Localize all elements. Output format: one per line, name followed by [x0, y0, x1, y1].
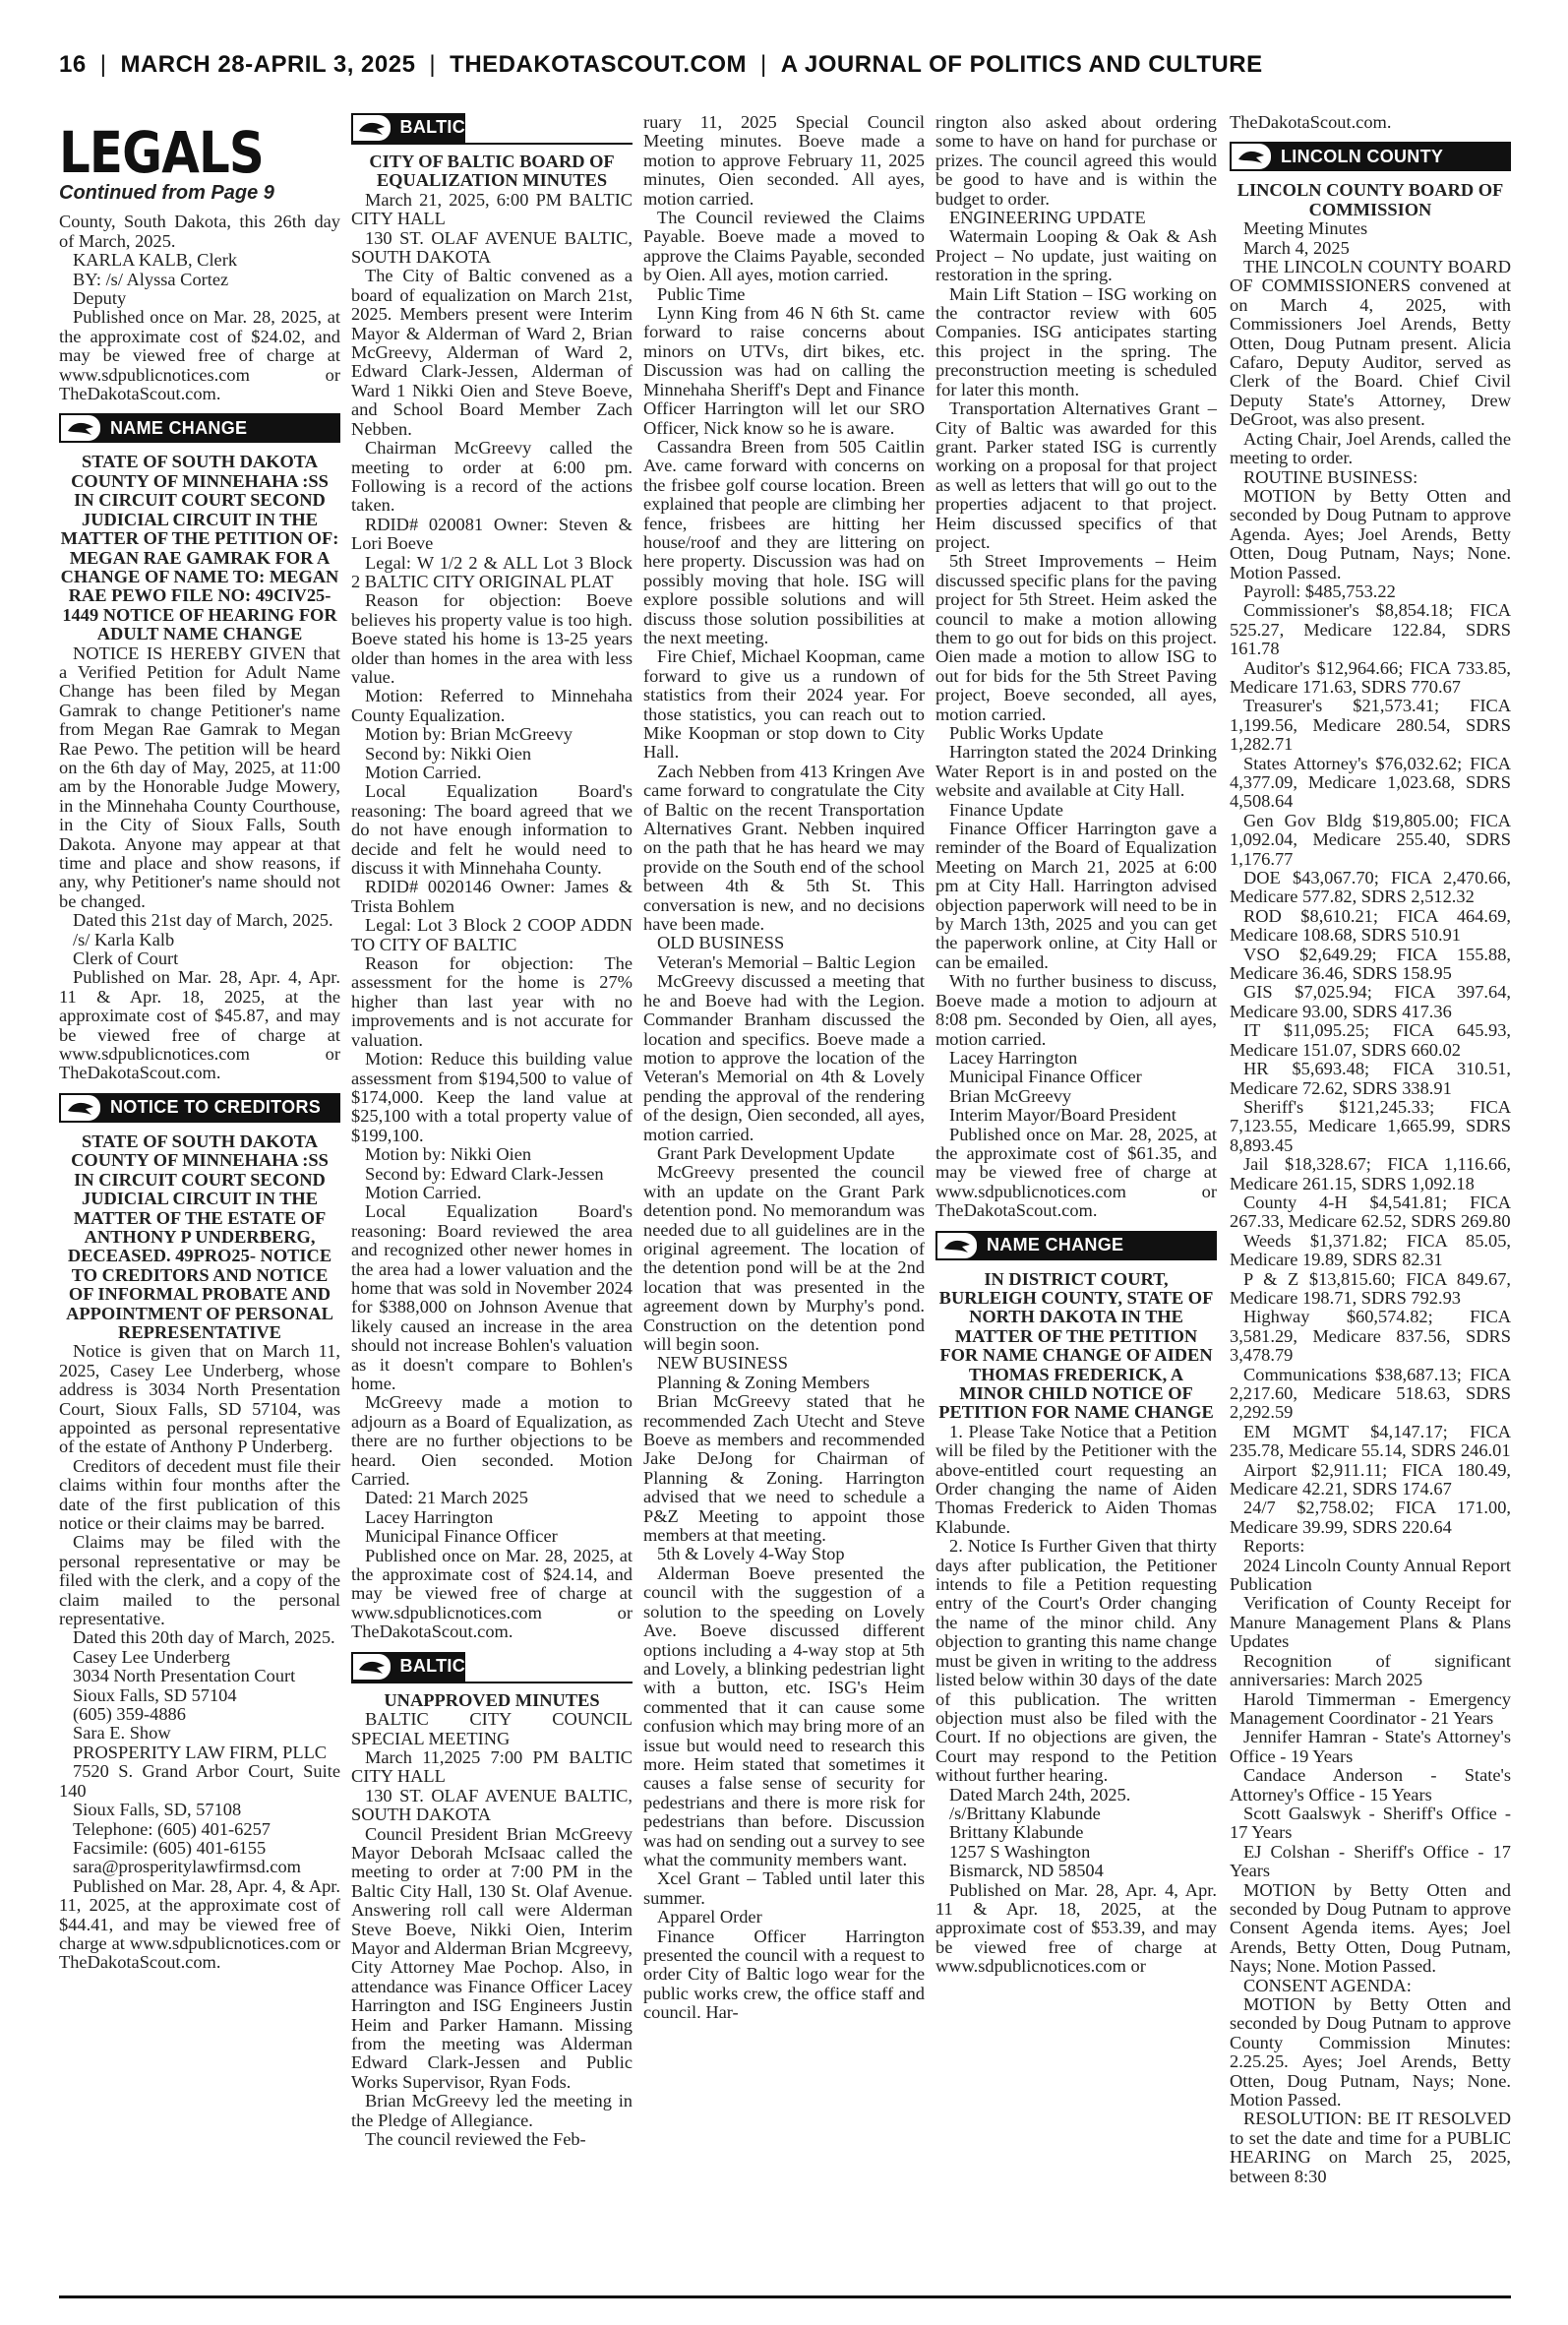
- paragraph: Transportation Alternatives Grant – City of Baltic was awarded for this grant. Parker stated ISG is currently working on a proposal for that project as well as letters that will go out to the properties adjacent to that project. Heim discussed specifics of that project.: [935, 398, 1217, 552]
- paragraph: MOTION by Betty Otten and seconded by Doug Putnam to approve Agenda. Ayes; Joel Arends, Betty Otten, Doug Putnam, Nays; None. Motion Passed.: [1230, 485, 1511, 582]
- paragraph: Public Time: [657, 283, 746, 304]
- paragraph: Commissioner's $8,854.18; FICA 525.27, Medicare 122.84, SDRS 161.78: [1230, 600, 1511, 659]
- paragraph: Published on Mar. 28, Apr. 4, & Apr. 11, 2025, at the approximate cost of $44.41, and may be viewed free of charge at www.sdpublicnotices.com or TheDakotaScout.com.: [59, 1875, 340, 1973]
- paragraph: Jennifer Hamran - State's Attorney's Office - 19 Years: [1230, 1727, 1511, 1766]
- paragraph: Harold Timmerman - Emergency Management Coordinator - 21 Years: [1230, 1688, 1511, 1728]
- paragraph: Finance Update: [949, 799, 1063, 820]
- scout-emblem-icon: [351, 113, 392, 143]
- paragraph: NEW BUSINESS: [657, 1353, 789, 1374]
- paragraph: Brian McGreevy: [949, 1085, 1072, 1106]
- paragraph: Auditor's $12,964.66; FICA 733.85, Medicare 171.63, SDRS 770.67: [1230, 657, 1511, 697]
- paragraph: Dated this 21st day of March, 2025.: [73, 910, 333, 931]
- paragraph: Weeds $1,371.82; FICA 85.05, Medicare 19.89, SDRS 82.31: [1230, 1230, 1511, 1270]
- paragraph: Brian McGreevy stated that he recommended Zach Utecht and Steve Boeve as members and recommended Jake DeJong for Chairman of Planning & Zoning. Harrington advised that we need to schedule a P&Z Meeting to appoint those members at that meeting.: [643, 1391, 925, 1546]
- site-name: THEDAKOTASCOUT.COM: [450, 51, 748, 78]
- paragraph: Veteran's Memorial – Baltic Legion: [657, 951, 916, 972]
- paragraph: Municipal Finance Officer: [365, 1526, 558, 1547]
- paragraph: Sara E. Show: [73, 1723, 171, 1744]
- paragraph: McGreevy discussed a meeting that he and Boeve had with the Legion. Commander Branham discussed the location and specifics. Boeve made a motion to approve the location of the Veteran's Memorial on 4th & Lovely pending the approval of the rendering of the design, Oien seconded, all ayes, motion carried.: [643, 971, 925, 1144]
- paragraph: Motion by: Brian McGreevy: [365, 724, 573, 745]
- paragraph: Published once on Mar. 28, 2025, at the approximate cost of $61.35, and may be viewed free of charge at www.sdpublicnotices.com or TheDakotaScout.com.: [935, 1124, 1217, 1221]
- scout-emblem-icon: [59, 413, 102, 443]
- email-address: sara@prosperitylawfirmsd.com: [73, 1857, 301, 1877]
- column-1: [59, 113, 340, 2295]
- paragraph: Published on Mar. 28, Apr. 4, Apr. 11 & Apr. 18, 2025, at the approximate cost of $45.87, and may be viewed free of charge at www.sdpublicnotices.com or TheDakotaScout.com.: [59, 967, 340, 1083]
- paragraph: Dated: 21 March 2025: [365, 1488, 528, 1508]
- paragraph: 24/7 $2,758.02; FICA 171.00, Medicare 39.99, SDRS 220.64: [1230, 1498, 1511, 1537]
- paragraph: /s/ Karla Kalb: [73, 929, 175, 949]
- notice-heading: STATE OF SOUTH DAKOTA COUNTY OF MINNEHAHA :SS IN CIRCUIT COURT SECOND JUDICIAL CIRCUIT IN THE MATTER OF THE PETITION OF: MEGAN RAE GAMRAK FOR A CHANGE OF NAME TO: MEGAN RAE PEWO FILE NO: 49CIV25-1449 NOTICE OF HEARING FOR ADULT NAME CHANGE: [60, 452, 339, 644]
- banner-label: BALTIC: [399, 1655, 465, 1676]
- paragraph: 2. Notice Is Further Given that thirty days after publication, the Petitioner intends to file a Petition requesting entry of the Court's Order changing the name of the minor child. Any objection to granting this name change must be given in writing to the address listed below within 30 days of the date of this publication. The written objection must also be filed with the Court. If no objections are given, the Court may respond to the Petition without further hearing.: [935, 1536, 1217, 1786]
- paragraph: County, South Dakota, this 26th day of March, 2025.: [59, 212, 340, 251]
- page-number: 16: [59, 51, 87, 78]
- paragraph: rington also asked about ordering some to have on hand for purchase or prizes. The council agreed this would be good to have and is within the budget to order.: [935, 113, 1217, 209]
- paragraph: County 4-H $4,541.81; FICA 267.33, Medicare 62.52, SDRS 269.80: [1230, 1192, 1511, 1232]
- paragraph: HR $5,693.48; FICA 310.51, Medicare 72.62, SDRS 338.91: [1230, 1059, 1511, 1098]
- continued-line: Continued from Page 9: [59, 182, 274, 204]
- paragraph: Treasurer's $21,573.41; FICA 1,199.56, Medicare 280.54, SDRS 1,282.71: [1230, 696, 1511, 755]
- paragraph: Published once on Mar. 28, 2025, at the approximate cost of $24.14, and may be viewed free of charge at www.sdpublicnotices.com or TheDakotaScout.com.: [351, 1545, 633, 1642]
- paragraph: Motion Carried.: [365, 763, 482, 782]
- notice-heading: LINCOLN COUNTY BOARD OF COMMISSION: [1236, 180, 1504, 219]
- paragraph: Grant Park Development Update: [657, 1142, 895, 1163]
- paragraph: Gen Gov Bldg $19,805.00; FICA 1,092.04, Medicare 255.40, SDRS 1,176.77: [1230, 810, 1511, 869]
- paragraph: Finance Officer Harrington presented the council with a request to order City of Baltic logo wear for the public works crew, the office staff and council. Har-: [643, 1926, 925, 2023]
- paragraph: ruary 11, 2025 Special Council Meeting minutes. Boeve made a motion to approve February 11, 2025 minutes, Oien seconded. All ayes, motion carried.: [643, 113, 925, 209]
- paragraph: RDID# 020081 Owner: Steven & Lori Boeve: [351, 514, 633, 554]
- paragraph: RESOLUTION: BE IT RESOLVED to set the date and time for a PUBLIC HEARING on March 25, 2025, between 8:30: [1230, 2109, 1511, 2186]
- paragraph: Xcel Grant – Tabled until later this summer.: [643, 1868, 925, 1908]
- paragraph: Motion by: Nikki Oien: [365, 1144, 532, 1165]
- paragraph: With no further business to discuss, Boeve made a motion to adjourn at 8:08 pm. Seconded by Oien, all ayes, motion carried.: [935, 971, 1217, 1049]
- paragraph: Motion Carried.: [365, 1182, 482, 1202]
- paragraph: Acting Chair, Joel Arends, called the meeting to order.: [1230, 428, 1511, 468]
- paragraph: Cassandra Breen from 505 Caitlin Ave. came forward with concerns on the frisbee golf course location. Breen explained that people are climbing her fence, frisbees are hitting her house/roof and they are littering on here property. Discussion was had on possibly moving that hole. ISG will explore possible solutions and will discuss those solution possibilities at the next meeting.: [643, 436, 925, 647]
- banner-label: BALTIC: [399, 117, 465, 138]
- paragraph: VSO $2,649.29; FICA 155.88, Medicare 36.46, SDRS 158.95: [1230, 944, 1511, 984]
- paragraph: CONSENT AGENDA:: [1243, 1975, 1412, 1995]
- banner-label: NOTICE TO CREDITORS: [110, 1097, 322, 1118]
- paragraph: KARLA KALB, Clerk: [73, 250, 238, 271]
- paragraph: DOE $43,067.70; FICA 2,470.66, Medicare 577.82, SDRS 2,512.32: [1230, 868, 1511, 907]
- section-banner: [351, 113, 465, 143]
- paragraph: Reports:: [1243, 1536, 1305, 1557]
- paragraph: Published once on Mar. 28, 2025, at the approximate cost of $24.02, and may be viewed free of charge at www.sdpublicnotices.com or TheDakotaScout.com.: [59, 307, 340, 404]
- paragraph: 130 ST. OLAF AVENUE BALTIC, SOUTH DAKOTA: [351, 1785, 633, 1825]
- paragraph: Scott Gaalswyk - Sheriff's Office - 17 Years: [1230, 1803, 1511, 1843]
- paragraph: Reason for objection: Boeve believes his property value is too high. Boeve stated his home is 13-25 years older than homes in the area with less value.: [351, 590, 633, 687]
- paragraph: THE LINCOLN COUNTY BOARD OF COMMISSIONERS convened at on March 4, 2025, with Commissioners Joel Arends, Betty Otten, Doug Putnam present. Alicia Cafaro, Deputy Auditor, served as Clerk of the Board. Chief Civil Deputy State's Attorney, Drew DeGroot, was also present.: [1230, 257, 1511, 430]
- paragraph: Jail $18,328.67; FICA 1,116.66, Medicare 261.15, SDRS 1,092.18: [1230, 1154, 1511, 1193]
- divider: [351, 143, 633, 145]
- page-header: 16 | MARCH 28-APRIL 3, 2025 | THEDAKOTASCOUT.COM | A JOURNAL OF POLITICS AND CULTURE: [59, 51, 1263, 78]
- paragraph: PROSPERITY LAW FIRM, PLLC: [73, 1742, 328, 1762]
- paragraph: Communications $38,687.13; FICA 2,217.60, Medicare 518.63, SDRS 2,292.59: [1230, 1364, 1511, 1423]
- paragraph: BY: /s/ Alyssa Cortez: [73, 269, 229, 289]
- paragraph: Local Equalization Board's reasoning: Board reviewed the area and recognized other newer homes in the area had a lower valuation and the home that was sold in November 2024 for $388,000 on Johnson Avenue that likely caused an increase in the area should not increase Bohlen's valuation as it doesn't compare to Bohlen's home.: [351, 1201, 633, 1393]
- notice-heading: STATE OF SOUTH DAKOTA COUNTY OF MINNEHAHA :SS IN CIRCUIT COURT SECOND JUDICIAL CIRCUIT IN THE MATTER OF THE ESTATE OF ANTHONY P UNDERBERG, DECEASED. 49PRO25- NOTICE TO CREDITORS AND NOTICE OF INFORMAL PROBATE AND APPOINTMENT OF PERSONAL REPRESENTATIVE: [66, 1131, 333, 1342]
- scout-emblem-icon: [935, 1231, 979, 1260]
- paragraph: Dated March 24th, 2025.: [949, 1784, 1131, 1805]
- paragraph: Published on Mar. 28, Apr. 4, Apr. 11 & Apr. 18, 2025, at the approximate cost of $53.39, and may be viewed free of charge at www.sdpublicnotices.com or: [935, 1879, 1217, 1977]
- column-2: [351, 113, 633, 2295]
- paragraph: Council President Brian McGreevy Mayor Deborah McIsaac called the meeting to order at 7:00 PM in the Baltic City Hall, 130 St. Olaf Avenue. Answering roll call were Alderman Steve Boeve, Nikki Oien, Interim Mayor and Alderman Brian Mcgreevy, City Attorney Mae Pochop. Also, in attendance was Finance Officer Lacey Harrington and ISG Engineers Justin Heim and Parker Hamann. Missing from the meeting was Alderman Edward Clark-Jessen and Public Works Supervisor, Ryan Fods.: [351, 1823, 633, 2092]
- paragraph: Motion: Referred to Minnehaha County Equalization.: [351, 686, 633, 725]
- column-4: [935, 113, 1217, 2295]
- banner-label: NAME CHANGE: [110, 417, 248, 438]
- paragraph: Harrington stated the 2024 Drinking Water Report is in and posted on the website and available at City Hall.: [935, 742, 1217, 801]
- paragraph: Casey Lee Underberg: [73, 1646, 231, 1667]
- paragraph: MOTION by Betty Otten and seconded by Doug Putnam to approve County Commission Minutes: 2.25.25. Ayes; Joel Arends, Betty Otten, Doug Putnam, Nays; None. Motion Passed.: [1230, 1994, 1511, 2111]
- paragraph: Public Works Update: [949, 723, 1104, 743]
- paragraph: Second by: Nikki Oien: [365, 743, 532, 764]
- issue-date-range: MARCH 28-APRIL 3, 2025: [120, 51, 416, 78]
- paragraph: Zach Nebben from 413 Kringen Ave came forward to congratulate the City of Baltic on the recent Transportation Alternatives Grant. Nebben inquired on the path that he has heard we may provide on the South end of the school between 4th & 5th St. This conversation is new, and no decisions have been made.: [643, 761, 925, 935]
- paragraph: The council reviewed the Feb-: [365, 2129, 586, 2150]
- paragraph: 5th & Lovely 4-Way Stop: [657, 1544, 845, 1564]
- paragraph: Lacey Harrington: [365, 1506, 494, 1527]
- section-banner: [59, 1093, 340, 1123]
- paragraph: RDID# 0020146 Owner: James & Trista Bohlem: [351, 877, 633, 916]
- paragraph: Motion: Reduce this building value assessment from $194,500 to value of $174,000. Keep the land value at $25,100 with a total property value of $199,100.: [351, 1049, 633, 1145]
- paragraph: Airport $2,911.11; FICA 180.49, Medicare 42.21, SDRS 174.67: [1230, 1459, 1511, 1499]
- paragraph: Local Equalization Board's reasoning: The board agreed that we do not have enough information to decide and felt he would need to discuss it with Minnehaha County.: [351, 781, 633, 879]
- paragraph: NOTICE IS HEREBY GIVEN that a Verified Petition for Adult Name Change has been filed by Megan Gamrak to change Petitioner's name from Megan Rae Gamrak to Megan Rae Pewo. The petition will be heard on the 6th day of May, 2025, at 11:00 am by the Honorable Judge Mowery, in the Minnehaha County Courthouse, in the City of Sioux Falls, South Dakota. Anyone may appear at that time and place and show reasons, if any, why Petitioner's name should not be changed.: [59, 642, 340, 911]
- scout-emblem-icon: [59, 1093, 102, 1123]
- bottom-rule: [59, 2295, 1511, 2298]
- paragraph: Payroll: $485,753.22: [1243, 581, 1396, 601]
- paragraph: Clerk of Court: [73, 948, 179, 969]
- paragraph: The City of Baltic convened as a board of equalization on March 21st, 2025. Members present were Interim Mayor & Alderman of Ward 2, Brian McGreevy, Alderman of Ward 2, Edward Clark-Jessen, Alderman of Ward 1 Nikki Oien and Steve Boeve, and School Board Member Zach Nebben.: [351, 266, 633, 439]
- paragraph: Telephone: (605) 401-6257: [73, 1818, 271, 1839]
- paragraph: 5th Street Improvements – Heim discussed specific plans for the paving project for 5th Street. Heim asked the council to make a motion allowing them to go out for bids on this project. Oien made a motion to allow ISG to out for bids for the 5th Street Paving project, Boeve seconded, all ayes, motion carried.: [935, 551, 1217, 724]
- paragraph: Creditors of decedent must file their claims within four months after the date of the first publication of this notice or their claims may be barred.: [59, 1455, 340, 1533]
- paragraph: GIS $7,025.94; FICA 397.64, Medicare 93.00, SDRS 417.36: [1230, 982, 1511, 1021]
- paragraph: TheDakotaScout.com.: [1230, 113, 1392, 132]
- scout-emblem-icon: [351, 1652, 392, 1682]
- paragraph: ENGINEERING UPDATE: [949, 208, 1146, 228]
- column-3: [643, 113, 925, 2295]
- paragraph: McGreevy made a motion to adjourn as a Board of Equalization, as there are no further objections to be heard. Oien seconded. Motion Carried.: [351, 1392, 633, 1490]
- paragraph: Brittany Klabunde: [949, 1822, 1084, 1843]
- section-banner: [59, 413, 340, 443]
- paragraph: 3034 North Presentation Court: [73, 1666, 296, 1686]
- paragraph: Candace Anderson - State's Attorney's Office - 15 Years: [1230, 1765, 1511, 1805]
- notice-heading: CITY OF BALTIC BOARD OF EQUALIZATION MINUTES: [369, 152, 615, 191]
- banner-label: NAME CHANGE: [987, 1234, 1124, 1254]
- paragraph: Legal: W 1/2 2 & ALL Lot 3 Block 2 BALTIC CITY ORIGINAL PLAT: [351, 552, 633, 591]
- paragraph: Sheriff's $121,245.33; FICA 7,123.55, Medicare 1,665.99, SDRS 8,893.45: [1230, 1096, 1511, 1155]
- section-title: LEGALS: [59, 119, 264, 186]
- notice-heading: IN DISTRICT COURT, BURLEIGH COUNTY, STATE OF NORTH DAKOTA IN THE MATTER OF THE PETITION FOR NAME CHANGE OF AIDEN THOMAS FREDERICK, A MINOR CHILD NOTICE OF PETITION FOR NAME CHANGE: [938, 1268, 1214, 1423]
- paragraph: States Attorney's $76,032.62; FICA 4,377.09, Medicare 1,023.68, SDRS 4,508.64: [1230, 753, 1511, 812]
- paragraph: Fire Chief, Michael Koopman, came forward to give us a rundown of statistics from their 2024 year. For those statistics, you can reach out to Mike Koopman or stop down to City Hall.: [643, 646, 925, 763]
- paragraph: Dated this 20th day of March, 2025.: [73, 1627, 335, 1648]
- paragraph: BALTIC CITY COUNCIL SPECIAL MEETING: [351, 1709, 633, 1748]
- paragraph: /s/Brittany Klabunde: [949, 1803, 1101, 1823]
- paragraph: EM MGMT $4,147.17; FICA 235.78, Medicare 55.14, SDRS 246.01: [1230, 1421, 1511, 1461]
- paragraph: March 21, 2025, 6:00 PM BALTIC CITY HALL: [351, 189, 633, 229]
- paragraph: Sioux Falls, SD, 57108: [73, 1800, 242, 1820]
- paragraph: Planning & Zoning Members: [657, 1372, 871, 1392]
- banner-label: LINCOLN COUNTY: [1281, 146, 1444, 166]
- paragraph: Main Lift Station – ISG working on the contractor review with 605 Companies. ISG anticipates starting this project in the spring. The preconstruction meeting is scheduled for later this month.: [935, 283, 1217, 399]
- paragraph: OLD BUSINESS: [657, 933, 785, 953]
- paragraph: Verification of County Receipt for Manure Management Plans & Plans Updates: [1230, 1593, 1511, 1652]
- column-5: [1230, 113, 1511, 2295]
- paragraph: Facsimile: (605) 401-6155: [73, 1837, 267, 1858]
- paragraph: March 4, 2025: [1243, 237, 1350, 258]
- paragraph: Bismarck, ND 58504: [949, 1861, 1104, 1881]
- paragraph: Finance Officer Harrington gave a reminder of the Board of Equalization Meeting on March 21, 2025 at 6:00 pm at City Hall. Harrington advised objection paperwork will need to be in by March 13th, 2025 and you can get the paperwork online, at City Hall or can be emailed.: [935, 819, 1217, 972]
- paragraph: ROD $8,610.21; FICA 464.69, Medicare 108.68, SDRS 510.91: [1230, 905, 1511, 946]
- paragraph: 130 ST. OLAF AVENUE BALTIC, SOUTH DAKOTA: [351, 227, 633, 268]
- paragraph: Notice is given that on March 11, 2025, Casey Lee Underberg, whose address is 3034 North Presentation Court, Sioux Falls, SD 57104, was appointed as personal representative of the estate of Anthony P Underberg.: [59, 1341, 340, 1457]
- paragraph: Brian McGreevy led the meeting in the Pledge of Allegiance.: [351, 2091, 633, 2130]
- paragraph: (605) 359-4886: [73, 1704, 186, 1725]
- paragraph: 1. Please Take Notice that a Petition will be filed by the Petitioner with the above-entitled court requesting an Order changing the name of Aiden Thomas Frederick to Aiden Thomas Klabunde.: [935, 1421, 1217, 1537]
- paragraph: EJ Colshan - Sheriff's Office - 17 Years: [1230, 1841, 1511, 1881]
- paragraph: 2024 Lincoln County Annual Report Publication: [1230, 1555, 1511, 1595]
- divider: [351, 1682, 633, 1683]
- paragraph: P & Z $13,815.60; FICA 849.67, Medicare 198.71, SDRS 792.93: [1230, 1268, 1511, 1308]
- paragraph: Claims may be filed with the personal representative or may be filed with the clerk, and a copy of the claim mailed to the personal representative.: [59, 1532, 340, 1629]
- paragraph: Reason for objection: The assessment for the home is 27% higher than last year with no improvements and is not accurate for valuation.: [351, 953, 633, 1050]
- paragraph: Interim Mayor/Board President: [949, 1105, 1176, 1126]
- paragraph: Meeting Minutes: [1243, 218, 1368, 239]
- paragraph: 7520 S. Grand Arbor Court, Suite 140: [59, 1761, 340, 1801]
- paragraph: Alderman Boeve presented the council with the suggestion of a solution to the speeding on Lovely Ave. Boeve discussed different options including a 4-way stop at 5th and Lovely, a blinking pedestrian light with a button, etc. ISG's Heim commented that it can cause some confusion which may bring more of an issue but would need to research this more. Heim stated that sometimes it causes a false sense of security for pedestrians and there is more risk for pedestrians than before. Discussion was had on sending out a survey to see what the community members want.: [643, 1562, 925, 1869]
- paragraph: Watermain Looping & Oak & Ash Project – No update, just waiting on restoration in the spring.: [935, 226, 1217, 285]
- paragraph: Lacey Harrington: [949, 1047, 1078, 1068]
- paragraph: IT $11,095.25; FICA 645.93, Medicare 151.07, SDRS 660.02: [1230, 1020, 1511, 1060]
- paragraph: Second by: Edward Clark-Jessen: [365, 1163, 604, 1184]
- paragraph: Apparel Order: [657, 1907, 762, 1927]
- tagline: A JOURNAL OF POLITICS AND CULTURE: [780, 51, 1263, 78]
- paragraph: Legal: Lot 3 Block 2 COOP ADDN TO CITY OF BALTIC: [351, 915, 633, 954]
- paragraph: Deputy: [73, 288, 127, 309]
- paragraph: Municipal Finance Officer: [949, 1067, 1142, 1087]
- paragraph: Lynn King from 46 N 6th St. came forward to raise concerns about minors on UTVs, dirt bikes, etc. Discussion was had on calling the Minnehaha Sheriff's Dept and Finance Officer Harrington will let our SRO Officer, Nick know so he is aware.: [643, 303, 925, 438]
- section-banner: [935, 1231, 1217, 1260]
- paragraph: The Council reviewed the Claims Payable. Boeve made a moved to approve the Claims Payable, seconded by Oien. All ayes, motion carried.: [643, 208, 925, 285]
- paragraph: Highway $60,574.82; FICA 3,581.29, Medicare 837.56, SDRS 3,478.79: [1230, 1307, 1511, 1366]
- paragraph: ROUTINE BUSINESS:: [1243, 466, 1418, 487]
- paragraph: Chairman McGreevy called the meeting to order at 6:00 pm. Following is a record of the actions taken.: [351, 438, 633, 516]
- paragraph: MOTION by Betty Otten and seconded by Doug Putnam to approve Consent Agenda items. Ayes; Joel Arends, Betty Otten, Doug Putnam, Nays; None. Motion Passed.: [1230, 1879, 1511, 1977]
- paragraph: 1257 S Washington: [949, 1841, 1091, 1862]
- paragraph: Sioux Falls, SD 57104: [73, 1684, 237, 1705]
- section-banner: [1230, 142, 1511, 171]
- scout-emblem-icon: [1230, 142, 1273, 171]
- section-banner: [351, 1652, 465, 1682]
- notice-heading: UNAPPROVED MINUTES: [384, 1689, 600, 1710]
- paragraph: McGreevy presented the council with an update on the Grant Park detention pond. No memorandum was needed due to all guidelines are in the original agreement. The location of the detention pond will be at the 2nd location that was presented in the agreement down by Murphy's pond. Construction on the detention pond will begin soon.: [643, 1162, 925, 1354]
- paragraph: March 11,2025 7:00 PM BALTIC CITY HALL: [351, 1746, 633, 1787]
- paragraph: Recognition of significant anniversaries: March 2025: [1230, 1650, 1511, 1690]
